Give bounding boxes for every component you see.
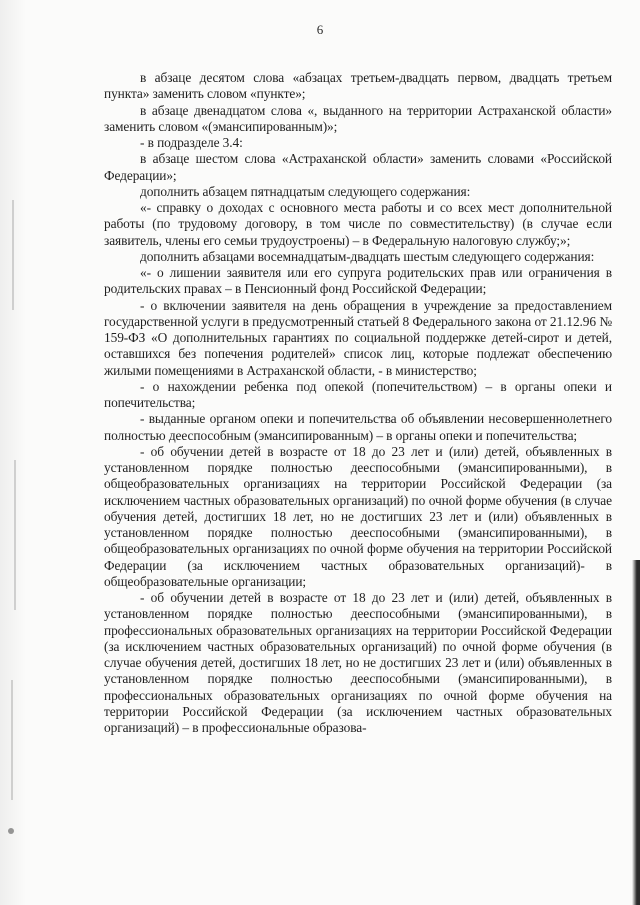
paragraph: в абзаце двенадцатом слова «, выданного на территории Астраханской области» заменить словом «(эмансипированным)»; [104,102,612,134]
paragraph: «- справку о доходах с основного места работы и со всех мест дополнительной работы (по трудовому договору, в том числе по совместительству) (в случае если заявитель, члены его семьи трудоустроены) – в Федеральную налоговую службу;»; [104,200,612,248]
paragraph: - в подразделе 3.4: [140,135,243,150]
paragraph: «- о лишении заявителя или его супруга родительских прав или ограничения в родительских правах – в Пенсионный фонд Российской Федерации; [104,265,612,297]
scan-artifact-mark [11,680,13,800]
scan-artifact-dot [8,828,14,834]
scan-artifact-mark [12,200,14,310]
scan-edge-shadow [0,0,26,905]
paragraph: в абзаце шестом слова «Астраханской области» заменить словами «Российской Федерации»; [104,151,612,183]
paragraph: - выданные органом опеки и попечительства об объявлении несовершеннолетнего полностью дееспособным (эмансипированным) – в органы опеки и попечительства; [104,411,612,443]
scan-edge-shadow-right [632,560,640,905]
scan-artifact-mark [14,460,16,610]
paragraph: - об обучении детей в возрасте от 18 до 23 лет и (или) детей, объявленных в установленном порядке полностью дееспособными (эмансипированными), в общеобразовательных организациях на территории Российской Федерации (за исключением частных образовательных организаций) по очной форме обучения (в случае обучения детей, достигших 18 лет, но не достигших 23 лет и (или) объявленных в установленном порядке полностью дееспособными (эмансипированными), в общеобразовательных организациях по очной форме обучения на территории Российской Федерации (за исключением частных образовательных организаций)- в общеобразовательные организации; [104,443,612,589]
page-number: 6 [316,22,324,37]
paragraph: - об обучении детей в возрасте от 18 до 23 лет и (или) детей, объявленных в установленном порядке полностью дееспособными (эмансипированными), в профессиональных образовательных организациях на территории Российской Федерации (за исключением частных образовательных организаций) по очной форме обучения (в случае обучения детей, достигших 18 лет, но не достигших 23 лет и (или) объявленных в установленном порядке полностью дееспособными (эмансипированными), в профессиональных образовательных организациях по очной форме обучения на территории Российской Федерации (за исключением частных образовательных организаций) – в профессиональные образова- [104,590,612,735]
paragraph: дополнить абзацами восемнадцатым-двадцать шестым следующего содержания: [140,248,595,264]
document-body [104,70,612,736]
paragraph: в абзаце десятом слова «абзацах третьем-двадцать первом, двадцать третьем пункта» заменить словом «пункте»; [104,70,612,102]
paragraph: - о включении заявителя на день обращения в учреждение за предоставлением государственной услуги в предусмотренный статьей 8 Федерального закона от 21.12.96 № 159-ФЗ «О дополнительных гарантиях по социальной поддержке детей-сирот и детей, оставшихся без попечения родителей» список лиц, которые подлежат обеспечению жилыми помещениями в Астраханской области, - в министерство; [104,297,612,378]
paragraph: дополнить абзацем пятнадцатым следующего содержания: [140,183,471,199]
paragraph: - о нахождении ребенка под опекой (попечительством) – в органы опеки и попечительства; [104,378,612,410]
